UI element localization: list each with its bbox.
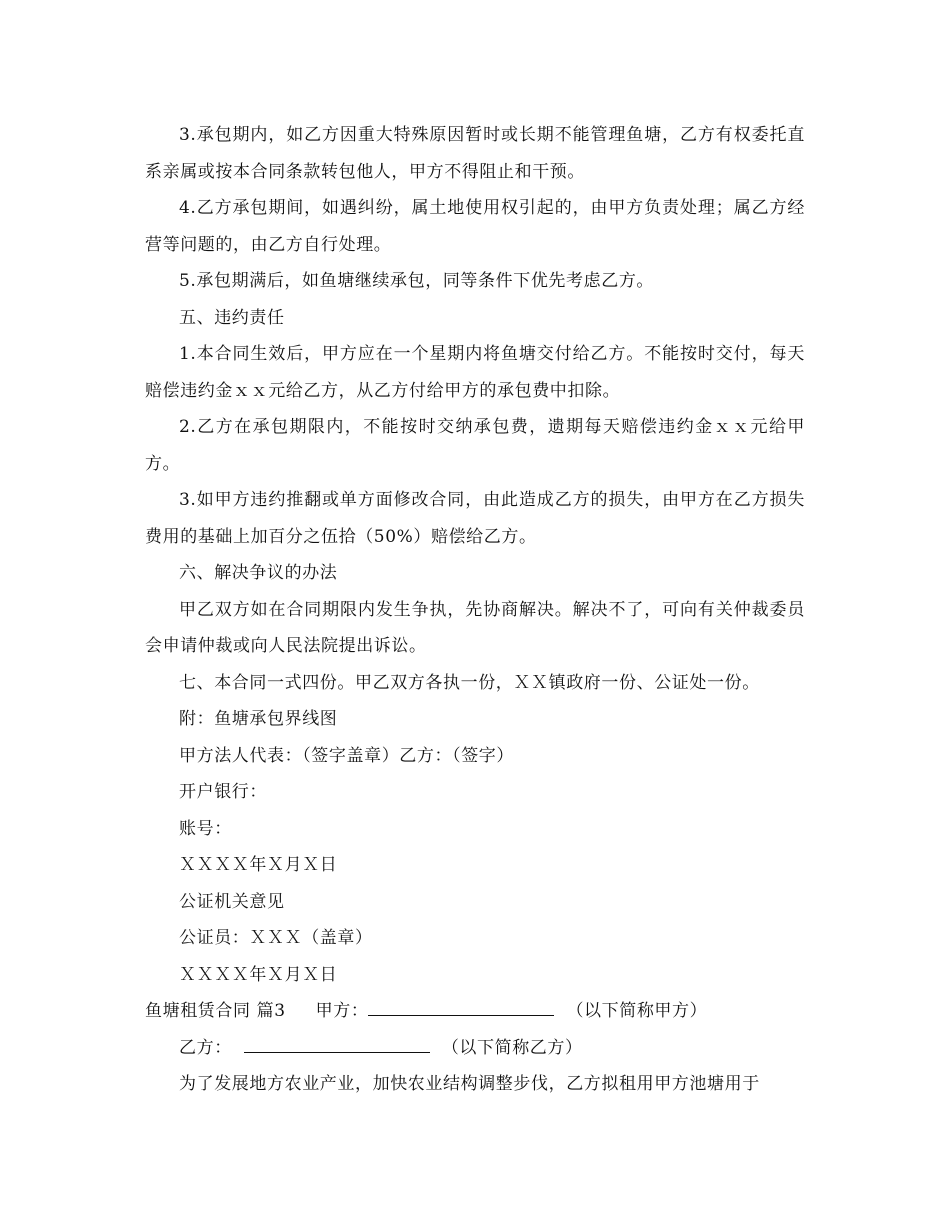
party-b-label: 乙方：: [179, 1037, 232, 1058]
clause-4-5: 5.承包期满后，如鱼塘继续承包，同等条件下优先考虑乙方。: [179, 271, 655, 291]
notary-line: 公证员：ＸＸＸ（盖章）: [179, 928, 373, 948]
party-b-line: [145, 1030, 805, 1067]
signature-line: 甲方法人代表：（签字盖章）乙方：（签字）: [179, 745, 514, 766]
clause-4-3: 3.承包期内，如乙方因重大特殊原因暂时或长期不能管理鱼塘，乙方有权委托直系亲属或按本合同条款转包他人，甲方不得阻止和干预。: [145, 125, 805, 182]
party-a-note: （以下简称甲方）: [566, 1001, 708, 1021]
date-line: ＸＸＸＸ年Ｘ月Ｘ日: [179, 855, 338, 875]
section-3-title-line: [145, 993, 805, 1030]
section-copies: 七、本合同一式四份。甲乙双方各执一份，ＸＸ镇政府一份、公证处一份。: [179, 672, 760, 693]
section-3-title: 鱼塘租赁合同 篇3: [145, 1001, 286, 1021]
party-a-blank: [368, 993, 554, 1016]
clause-5-3: 3.如甲方违约推翻或单方面修改合同，由此造成乙方的损失，由甲方在乙方损失费用的基础上加百分之伍拾（50%）赔偿给乙方。: [145, 490, 805, 547]
notary-date-line: ＸＸＸＸ年Ｘ月Ｘ日: [179, 964, 338, 985]
dispute-text: 甲乙双方如在合同期限内发生争执，先协商解决。解决不了，可向有关仲裁委员会申请仲裁或向人民法院提出诉讼。: [145, 599, 805, 656]
attachment-line: 附：鱼塘承包界线图: [179, 709, 338, 729]
document-body: [145, 117, 805, 1103]
notary-opinion-heading: 公证机关意见: [179, 891, 285, 912]
account-line: 账号：: [179, 818, 232, 839]
clause-5-1: 1.本合同生效后，甲方应在一个星期内将鱼塘交付给乙方。不能按时交付，每天赔偿违约金ｘｘ元给乙方，从乙方付给甲方的承包费中扣除。: [145, 344, 805, 401]
section-heading-dispute: 六、解决争议的办法: [179, 563, 338, 583]
section-heading-breach: 五、违约责任: [179, 307, 285, 328]
party-b-blank: [244, 1030, 430, 1053]
bank-line: 开户银行：: [179, 782, 267, 802]
clause-5-2: 2.乙方在承包期限内，不能按时交纳承包费，遗期每天赔偿违约金ｘｘ元给甲方。: [145, 417, 805, 474]
clause-4-4: 4.乙方承包期间，如遇纠纷，属土地使用权引起的，由甲方负责处理；属乙方经营等问题的，由乙方自行处理。: [145, 198, 805, 255]
section-3-intro: 为了发展地方农业产业，加快农业结构调整步伐，乙方拟租用甲方池塘用于: [179, 1074, 760, 1094]
party-b-note: （以下简称乙方）: [441, 1037, 583, 1058]
party-a-label: 甲方：: [315, 1001, 369, 1021]
